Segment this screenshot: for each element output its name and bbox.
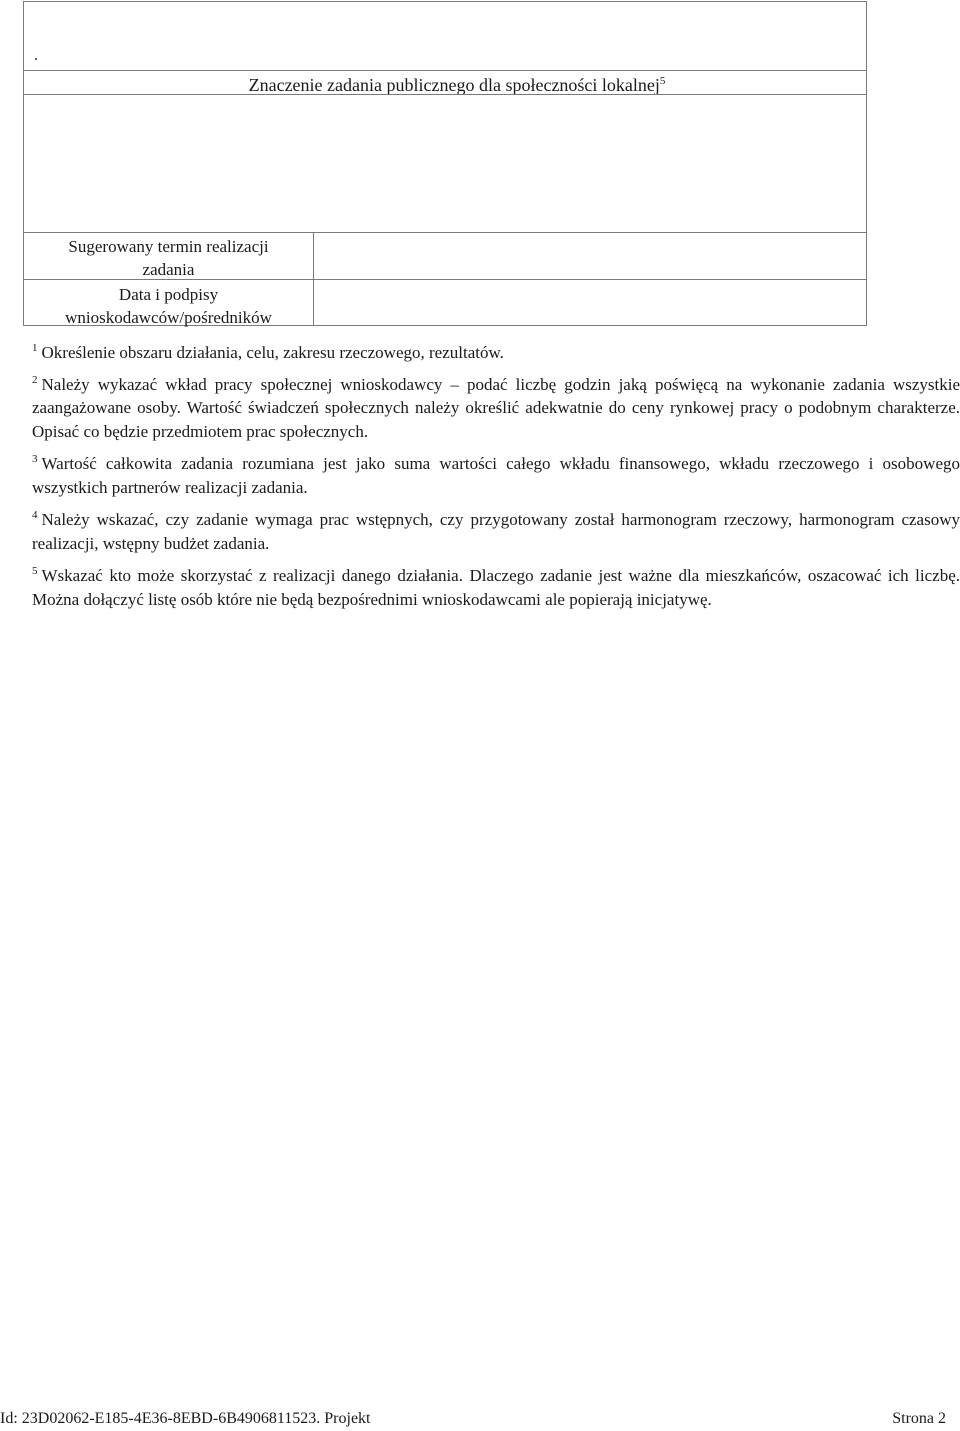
page-number: Strona 2 [892, 1410, 946, 1427]
significance-label: Znaczenie zadania publicznego dla społeczności lokalnej [248, 75, 660, 95]
date-signatures-label: Data i podpisy wnioskodawców/pośredników [65, 285, 272, 327]
significance-footnote-ref: 5 [659, 75, 666, 87]
leading-mark: . [34, 47, 38, 64]
row-divider [24, 279, 866, 280]
document-id: Id: 23D02062-E185-4E36-8EBD-6B4906811523. Projekt [0, 1410, 371, 1427]
footnotes [32, 341, 960, 620]
row-divider [24, 94, 866, 95]
suggested-term-field[interactable] [315, 234, 865, 278]
suggested-term-label: Sugerowany termin realizacji zadania [68, 237, 269, 279]
footnote-4: $^4$ Należy wskazać, czy zadanie wymaga prac wstępnych, czy przygotowany został harmonogram rzeczowy, harmonogram czasowy realizacji, wstępny budżet zadania. [32, 509, 960, 553]
row-divider [24, 232, 866, 233]
date-signatures-field[interactable] [315, 281, 865, 325]
row-divider [24, 70, 866, 71]
significance-header [24, 74, 866, 96]
footnote-5: $^5$ Wskazać kto może skorzystać z realizacji danego działania. Dlaczego zadanie jest ważne dla mieszkańców, oszacować ich liczbę. Można dołączyć listę osób które nie będą bezpośrednimi wnioskodawcami ale popierają inicjatywę. [32, 565, 960, 609]
footnote-3: $^3$ Wartość całkowita zadania rozumiana jest jako suma wartości całego wkładu finansowego, wkładu rzeczowego i osobowego wszystkich partnerów realizacji zadania. [32, 453, 960, 497]
application-form-table [23, 1, 867, 326]
footnote-2: $^2$ Należy wykazać wkład pracy społecznej wnioskodawcy – podać liczbę godzin jaką poświęcą na wykonanie zadania wszystkie zaangażowane osoby. Wartość świadczeń społecznych należy określić adekwatnie do ceny rynkowej pracy o podobnym charakterze. Opisać co będzie przedmiotem prac społecznych. [32, 373, 960, 441]
footnote-1: $^1$ Określenie obszaru działania, celu, zakresu rzeczowego, rezultatów. [32, 342, 504, 362]
